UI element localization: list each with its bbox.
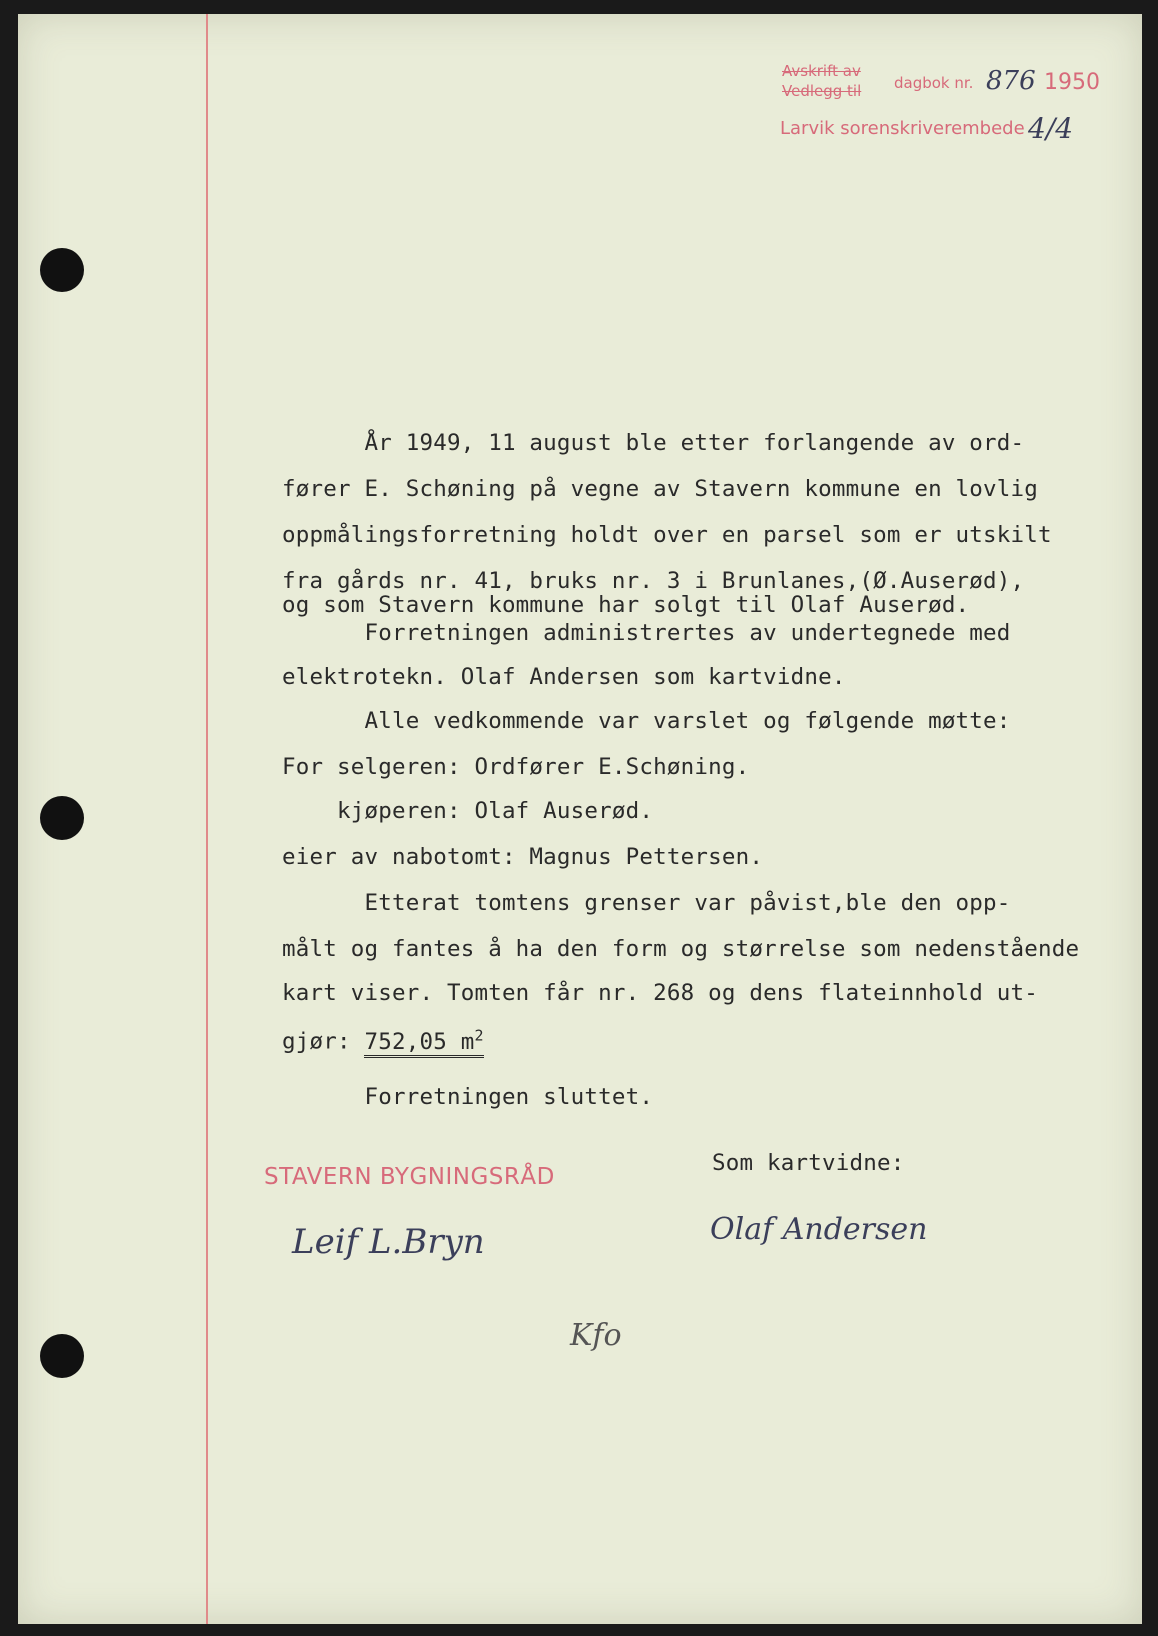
area-prefix: gjør: — [282, 1028, 365, 1055]
body-line: kart viser. Tomten får nr. 268 og dens flateinnhold ut- — [282, 980, 1039, 1006]
body-line: Forretningen administrertes av undertegnede med — [282, 620, 1011, 646]
stamp-dagbok-label: dagbok nr. — [894, 74, 974, 92]
area-line — [282, 1026, 484, 1055]
body-line: eier av nabotomt: Magnus Pettersen. — [282, 844, 764, 870]
body-line: fører E. Schøning på vegne av Stavern kommune en lovlig — [282, 476, 1039, 502]
authority-stamp: STAVERN BYGNINGSRÅD — [264, 1164, 555, 1190]
body-line: År 1949, 11 august ble etter forlangende av ord- — [282, 430, 1025, 456]
punch-hole — [40, 796, 84, 840]
body-line: Etterat tomtens grenser var påvist,ble den opp- — [282, 890, 1011, 916]
punch-hole — [40, 248, 84, 292]
stamp-year: 1950 — [1044, 70, 1100, 95]
date-note: 4/4 — [1028, 112, 1074, 145]
body-line: kjøperen: Olaf Auserød. — [282, 798, 654, 824]
body-line: For selgeren: Ordfører E.Schøning. — [282, 754, 750, 780]
witness-label: Som kartvidne: — [712, 1150, 905, 1176]
stamp-vedlegg: Vedlegg til — [782, 82, 862, 100]
signature-left: Leif L.Bryn — [292, 1222, 485, 1262]
initials-mark: Kfo — [570, 1318, 622, 1353]
stamp-avskrift: Avskrift av — [782, 62, 861, 80]
body-line: oppmålingsforretning holdt over en parsel som er utskilt — [282, 522, 1052, 548]
stamp-office: Larvik sorenskriverembede — [780, 118, 1025, 139]
body-line: elektrotekn. Olaf Andersen som kartvidne. — [282, 664, 846, 690]
body-line: og som Stavern kommune har solgt til Olaf Auserød. — [282, 592, 970, 618]
body-line: fra gårds nr. 41, bruks nr. 3 i Brunlanes,(Ø.Auserød), — [282, 568, 1025, 594]
body-line: Alle vedkommende var varslet og følgende møtte: — [282, 708, 1011, 734]
margin-rule — [206, 14, 208, 1624]
closing-line: Forretningen sluttet. — [282, 1084, 654, 1110]
area-value: 752,05 $m^2$ — [364, 1029, 483, 1058]
signature-right: Olaf Andersen — [710, 1212, 928, 1247]
punch-hole — [40, 1334, 84, 1378]
body-line: målt og fantes å ha den form og størrelse som nedenstående — [282, 936, 1080, 962]
dagbok-number: 876 — [986, 66, 1036, 96]
